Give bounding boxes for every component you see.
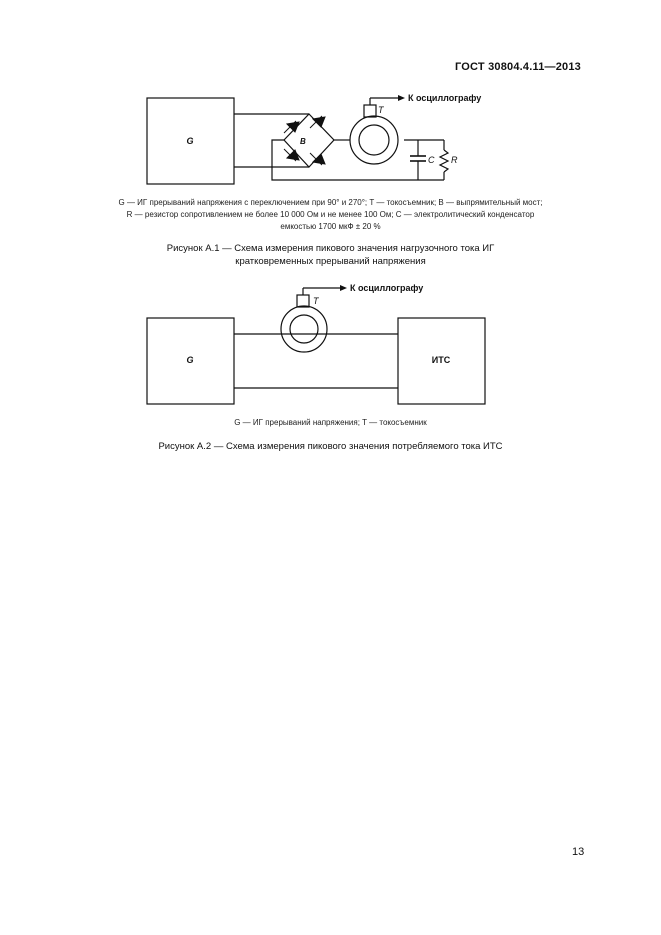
fig2-probe-label: T [313, 296, 319, 306]
fig1-generator-label: G [186, 136, 194, 146]
fig1-capacitor-label: C [428, 155, 435, 165]
fig2-load-label: ИТС [431, 355, 451, 365]
fig1-resistor-label: R [451, 155, 458, 165]
fig2-probe-outer [281, 306, 327, 352]
fig1-legend-line-3: емкостью 1700 мкФ ± 20 % [280, 222, 381, 231]
fig2-scope-label: К осциллографу [350, 283, 424, 293]
fig1-probe-label: T [378, 105, 384, 115]
fig2-probe-inner [290, 315, 318, 343]
fig1-bridge-label: B [300, 137, 306, 146]
fig1-legend-line-1: G — ИГ прерываний напряжения с переключением при 90° и 270°; T — токосъемник; B — выпрямительный мост; [118, 198, 543, 207]
fig2-legend: G — ИГ прерываний напряжения; T — токосъемник [234, 418, 427, 427]
fig1-probe-outer [350, 116, 398, 164]
fig1-caption-line-2: кратковременных прерываний напряжения [235, 256, 426, 267]
fig2-caption: Рисунок А.2 — Схема измерения пикового значения потребляемого тока ИТС [158, 441, 503, 452]
document-code: ГОСТ 30804.4.11—2013 [454, 61, 581, 73]
fig1-scope-label: К осциллографу [408, 93, 482, 103]
fig1-legend-line-2: R — резистор сопротивлением не более 10 000 Ом и не менее 100 Ом; C — электролитический конденсатор [126, 210, 535, 219]
fig2-generator-label: G [186, 355, 194, 365]
page-number: 13 [572, 846, 585, 858]
fig1-caption-line-1: Рисунок А.1 — Схема измерения пикового значения нагрузочного тока ИГ [166, 243, 495, 254]
fig1-probe-inner [359, 125, 389, 155]
